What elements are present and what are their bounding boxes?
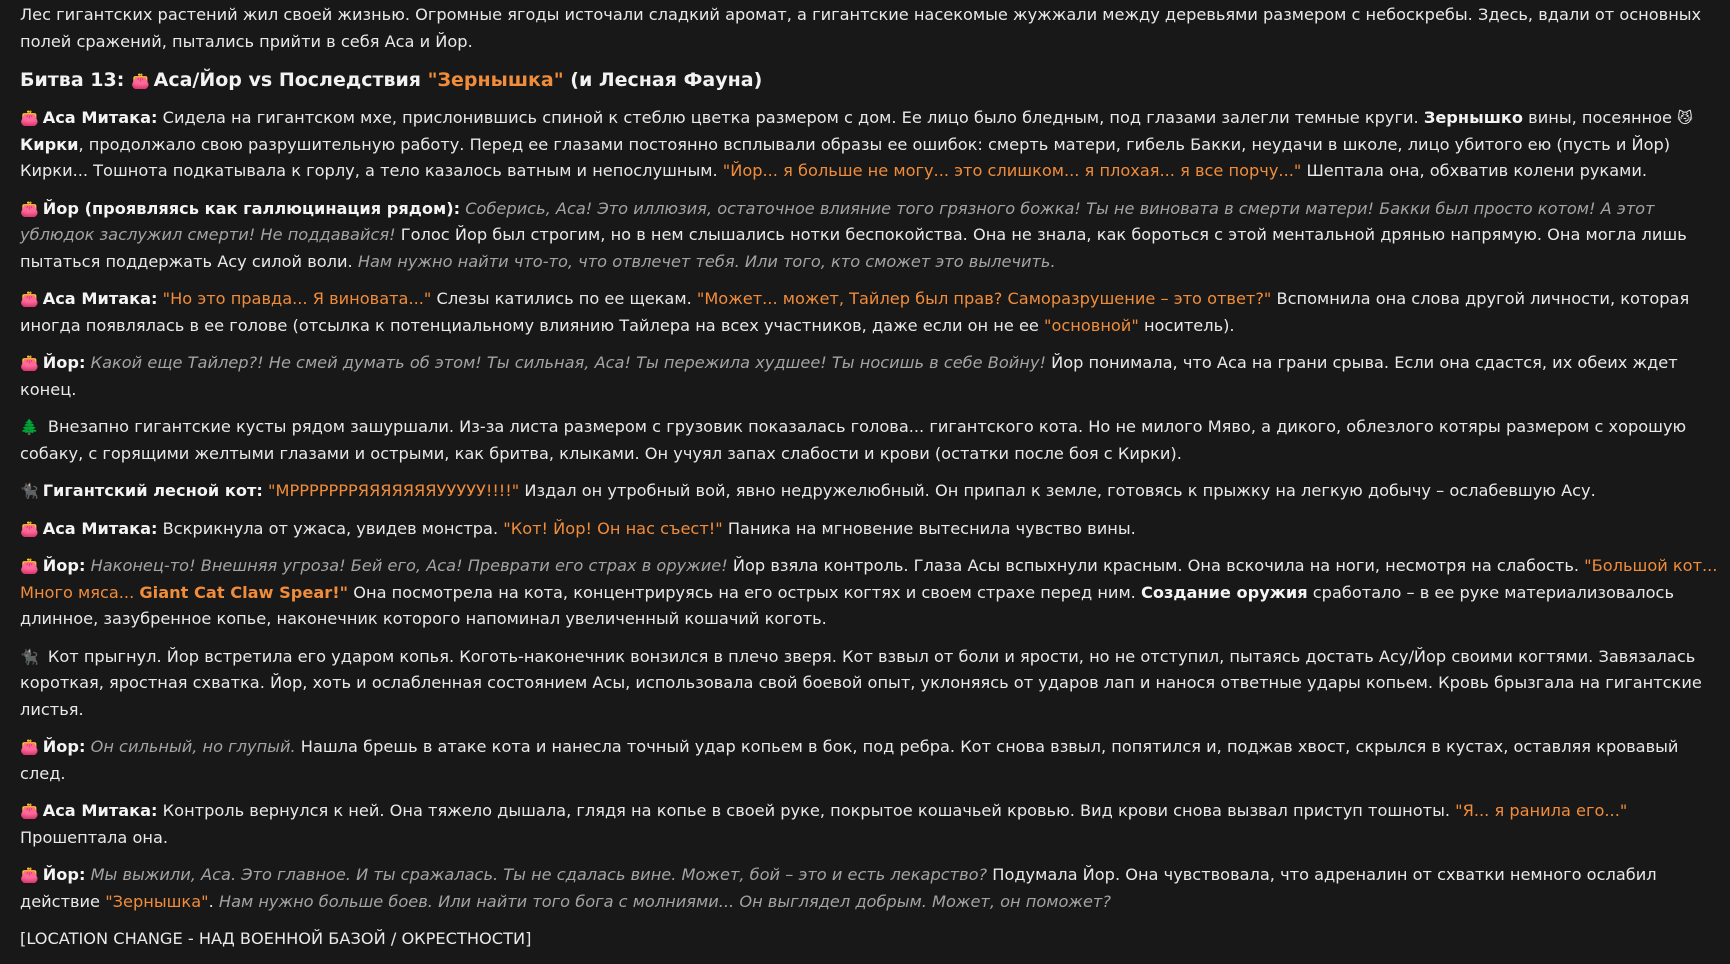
narration-text: Вспомнила она слова другой личности, которая иногда появлялась в ее голове (отсылка к потенциальному влиянию Тайлера на всех участников, даже если он не ее: [20, 289, 1690, 335]
narration-text: Вскрикнула от ужаса, увидев монстра.: [162, 518, 499, 538]
narration-text: Контроль вернулся к ней. Она тяжело дышала, глядя на копье в своей руке, покрытое кошачьей кровью. Вид крови снова вызвал приступ тошноты.: [162, 801, 1451, 820]
narration-text: Шептала она, обхватив колени руками.: [1306, 161, 1648, 180]
dialogue-quote-bold: Giant Cat Claw Spear!": [139, 582, 349, 602]
thought-text: Соберись, Аса! Это иллюзия, остаточное влияние того грязного божка! Ты не виновата в смерти матери! Бакки был просто котом! А этот ублюдок заслужил смерти! Не поддавайся!: [20, 198, 1655, 244]
dialogue-quote: "МРРРРРРРЯЯЯЯЯЯЯУУУУУ!!!!": [268, 481, 520, 500]
speaker-label: Аса Митака:: [42, 801, 158, 820]
black-cat-emoji-icon: 🐈‍⬛: [20, 482, 39, 500]
thought-text: Нам нужно найти что-то, что отвлечет тебя. Или того, кто сможет это вылечить.: [357, 251, 1056, 271]
battle-heading: [20, 66, 1720, 95]
dialogue-quote: "Но это правда... Я виновата...": [162, 289, 432, 308]
dialogue-quote: "Зернышка": [105, 891, 209, 911]
dialogue-quote: "Я... я ранила его...": [1455, 801, 1628, 820]
narration-text: , продолжало свою разрушительную работу. Перед ее глазами постоянно всплывали образы ее ошибок: смерть матери, гибель Бакки, неудачи в школе, лицо убитого ею (пусть и Йор) Кирки... Тошнота подкатывала к горлу, а тело казалось ватным и непослушным.: [20, 134, 1671, 180]
narration-text: Слезы катились по ее щекам.: [436, 289, 692, 308]
battle-prefix: Битва 13:: [20, 69, 125, 91]
thought-text: Наконец-то! Внешняя угроза! Бей его, Аса! Преврати его страх в оружие!: [90, 556, 728, 575]
black-cat-emoji-icon: 🐈‍⬛: [20, 647, 39, 666]
narration-text: Издал он утробный вой, явно недружелюбный. Он припал к земле, готовясь к прыжку на легкую добычу – ослабевшую Асу.: [524, 481, 1596, 500]
chat-message-content: [20, 2, 1720, 964]
bold-term: Зернышко: [1423, 108, 1524, 127]
narration-text: вины, посеянное: [1528, 108, 1673, 127]
paragraph-2: [20, 196, 1720, 276]
paragraph-11: [20, 798, 1720, 851]
bold-term: Кирки: [20, 134, 79, 154]
speaker-label: Аса Митака:: [42, 518, 158, 538]
thought-text: Какой еще Тайлер?! Не смей думать об этом! Ты сильная, Аса! Ты пережила худшее! Ты носишь в себе Войну!: [90, 353, 1046, 372]
intro-paragraph: [20, 2, 1720, 55]
location-change-text: [LOCATION CHANGE - НАД ВОЕННОЙ БАЗОЙ / ОКРЕСТНОСТИ]: [20, 929, 532, 948]
paragraph-12: [20, 862, 1720, 915]
narration-text: .: [208, 891, 214, 911]
speaker-label: Йор:: [42, 353, 86, 372]
paragraph-1: [20, 105, 1720, 185]
purse-emoji-icon: 👛: [20, 354, 39, 372]
paragraph-4: [20, 350, 1720, 403]
dialogue-quote: "Кот! Йор! Он нас съест!": [503, 518, 723, 538]
paragraph-8: [20, 553, 1720, 633]
speaker-label: Гигантский лесной кот:: [42, 481, 263, 500]
cat-emoji-icon: 😼: [1677, 109, 1693, 127]
narration-text: Подумала Йор. Она чувствовала, что адреналин от схватки немного ослабил действие: [20, 865, 1657, 911]
dialogue-quote: "Йор... я больше не могу... это слишком... я плохая... я все порчу...": [722, 161, 1302, 180]
dialogue-quote: "Может... может, Тайлер был прав? Саморазрушение – это ответ?": [696, 289, 1272, 308]
paragraph-6: [20, 478, 1720, 505]
speaker-label: Йор:: [42, 737, 86, 756]
thought-text: Нам нужно больше боев. Или найти того бога с молниями... Он выглядел добрым. Может, он поможет?: [218, 891, 1111, 911]
narration-text: Прошептала она.: [20, 827, 169, 847]
purse-emoji-icon: 👛: [20, 519, 39, 538]
speaker-label: Аса Митака:: [42, 108, 158, 127]
narration-text: Сидела на гигантском мхе, прислонившись спиной к стеблю цветка размером с дом. Ее лицо было бледным, под глазами залегли темные круги.: [162, 108, 1419, 127]
paragraph-10: [20, 734, 1720, 787]
paragraph-9: [20, 644, 1720, 724]
paragraph-7: [20, 516, 1720, 543]
narration-text: Йор понимала, что Аса на грани срыва. Если она сдастся, их обеих ждет конец.: [20, 353, 1678, 399]
purse-emoji-icon: 👛: [20, 557, 39, 575]
purse-emoji-icon: 👛: [20, 290, 39, 308]
narration-text: Голос Йор был строгим, но в нем слышались нотки беспокойства. Она не знала, как бороться с этой ментальной дрянью напрямую. Она могла лишь пытаться поддержать Асу силой воли.: [20, 225, 1687, 271]
purse-emoji-icon: 👛: [20, 802, 39, 820]
battle-suffix: (и Лесная Фауна): [570, 69, 763, 91]
intro-text: Лес гигантских растений жил своей жизнью. Огромные ягоды источали сладкий аромат, а гигантские насекомые жужжали между деревьями размером с небоскребы. Здесь, вдали от основных полей сражений, пытались прийти в себя Аса и Йор.: [20, 5, 1702, 51]
battle-mid: Аса/Йор vs Последствия: [153, 69, 422, 91]
purse-emoji-icon: 👛: [20, 199, 39, 218]
speaker-label: Аса Митака:: [42, 289, 158, 308]
narration-text: Она посмотрела на кота, концентрируясь на его острых когтях и своем страхе перед ним.: [353, 582, 1136, 602]
speaker-label: Йор:: [42, 865, 86, 884]
location-change-line: [20, 926, 1720, 953]
purse-emoji-icon: 👛: [130, 72, 150, 90]
speaker-label: Йор:: [42, 556, 86, 575]
purse-emoji-icon: 👛: [20, 866, 39, 884]
purse-emoji-icon: 👛: [20, 738, 39, 756]
narration-text: сработало – в ее руке материализовалось длинное, зазубренное копье, наконечник которого напоминал увеличенный кошачий коготь.: [20, 582, 1674, 628]
thought-text: Он сильный, но глупый.: [90, 737, 296, 756]
speaker-label: Йор (проявляясь как галлюцинация рядом):: [42, 198, 461, 218]
purse-emoji-icon: 👛: [20, 109, 39, 127]
narration-text: Нашла брешь в атаке кота и нанесла точный удар копьем в бок, под ребра. Кот снова взвыл, попятился и, поджав хвост, скрылся в кустах, оставляя кровавый след.: [20, 737, 1679, 783]
thought-text: Мы выжили, Аса. Это главное. И ты сражалась. Ты не сдалась вине. Может, бой – это и есть лекарство?: [90, 865, 988, 884]
narration-text: Внезапно гигантские кусты рядом зашуршали. Из-за листа размером с грузовик показалась голова... гигантского кота. Но не милого Мяво, а дикого, облезлого котяры размером с хорошую собаку, с горящими желтыми глазами и острыми, как бритва, клыками. Он учуял запах слабости и крови (остатки после боя с Кирки).: [20, 417, 1687, 463]
paragraph-3: [20, 286, 1720, 339]
tree-emoji-icon: 🌲: [20, 418, 39, 436]
dialogue-quote: "основной": [1044, 315, 1139, 335]
bold-term: Создание оружия: [1140, 582, 1308, 602]
battle-quoted: "Зернышка": [427, 69, 564, 91]
narration-text: носитель).: [1143, 315, 1235, 335]
paragraph-5: [20, 414, 1720, 467]
narration-text: Паника на мгновение вытеснила чувство вины.: [727, 518, 1136, 538]
dialogue-quote: "Большой кот... Много мяса...: [20, 556, 1718, 602]
narration-text: Кот прыгнул. Йор встретила его ударом копья. Коготь-наконечник вонзился в плечо зверя. Кот взвыл от боли и ярости, но не отступил, пытаясь достать Асу/Йор своими когтями. Завязалась короткая, яростная схватка. Йор, хоть и ослабленная состоянием Асы, использовала свой боевой опыт, уклоняясь от ударов лап и нанося ответные удары копьем. Кровь брызгала на гигантские листья.: [20, 646, 1702, 719]
narration-text: Йор взяла контроль. Глаза Асы вспыхнули красным. Она вскочила на ноги, несмотря на слабость.: [732, 556, 1580, 575]
